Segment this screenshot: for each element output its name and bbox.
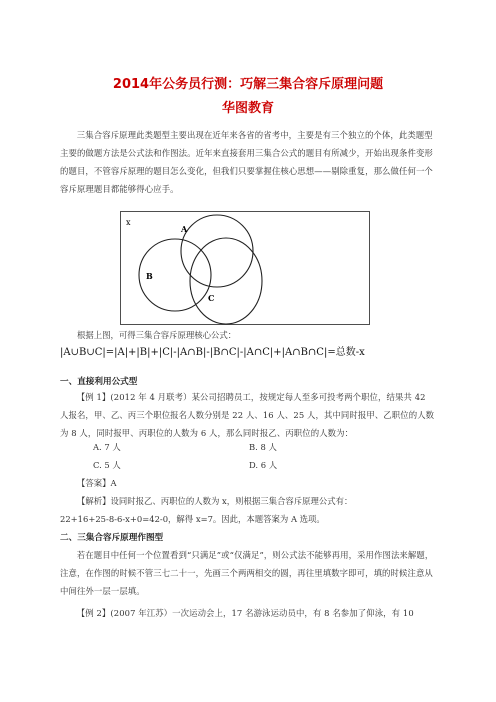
- section-heading-2: 二、三集合容斥原理作图型: [60, 533, 164, 543]
- venn-diagram: [120, 211, 370, 325]
- section-2-paragraph: 若在题目中任何一个位置看到“只满足”或“仅满足”，则公式法不能够再用，采用作图法来解题，注意，在作图的时候不管三七二十一，先画三个两两相交的圆，再往里填数字即可，填的时候注意从中间往外一层一层填。: [60, 550, 434, 596]
- universe-label: x: [126, 218, 131, 227]
- document-subtitle: 华图教育: [221, 101, 274, 116]
- venn-svg: [120, 211, 370, 325]
- option-d: D. 6 人: [249, 460, 278, 470]
- intro-paragraph: 三集合容斥原理此类题型主要出现在近年来各省的省考中，主要是有三个独立的个体，此类题型主要的做题方法是公式法和作图法。近年来直接套用三集合公式的题目有所减少，开始出现条件变形的题目，不管容斥原理的题目怎么变化，但我们只要掌握住核心思想——剔除重复，那么做任何一个容斥原理题目都能够得心应手。: [60, 130, 433, 194]
- option-a: A. 7 人: [93, 442, 121, 452]
- option-b: B. 8 人: [249, 442, 277, 452]
- calculation: 22+16+25-8-6-x+0=42-0，解得 x=7。因此，本题答案为 A 选项。: [60, 514, 325, 524]
- label-b: B: [146, 271, 153, 281]
- document-title: 2014年公务员行测：巧解三集合容斥原理问题: [112, 77, 384, 92]
- core-formula: |A∪B∪C|=|A|+|B|+|C|-|A∩B|-|B∩C|-|A∩C|+|A∩B∩C|=总数-x: [60, 347, 365, 358]
- label-c: C: [208, 293, 215, 303]
- label-a: A: [181, 224, 188, 234]
- circle-a: [181, 215, 253, 287]
- example-1: 【例 1】(2012 年 4 月联考）某公司招聘员工，按规定每人至多可投考两个职位，结果共 42 人报名，甲、乙、丙三个职位报名人数分别是 22 人、16 人、25 人，其中同时报甲、乙职位的人数为 8 人，同时报甲、丙职位的人数为 6 人，那么同时报乙、丙职位的人数为：: [60, 392, 435, 438]
- section-heading-1: 一、直接利用公式型: [60, 377, 138, 387]
- option-c: C. 5 人: [93, 460, 121, 470]
- example-2: 【例 2】(2007 年江苏）一次运动会上，17 名游泳运动员中，有 8 名参加了仰泳，有 10: [76, 608, 414, 618]
- answer: 【答案】A: [77, 478, 117, 488]
- formula-lead: 根据上图，可得三集合容斥原理核心公式：: [77, 330, 237, 340]
- analysis: 【解析】设同时报乙、丙职位的人数为 x，则根据三集合容斥原理公式有：: [77, 496, 353, 506]
- circle-c: [190, 238, 262, 324]
